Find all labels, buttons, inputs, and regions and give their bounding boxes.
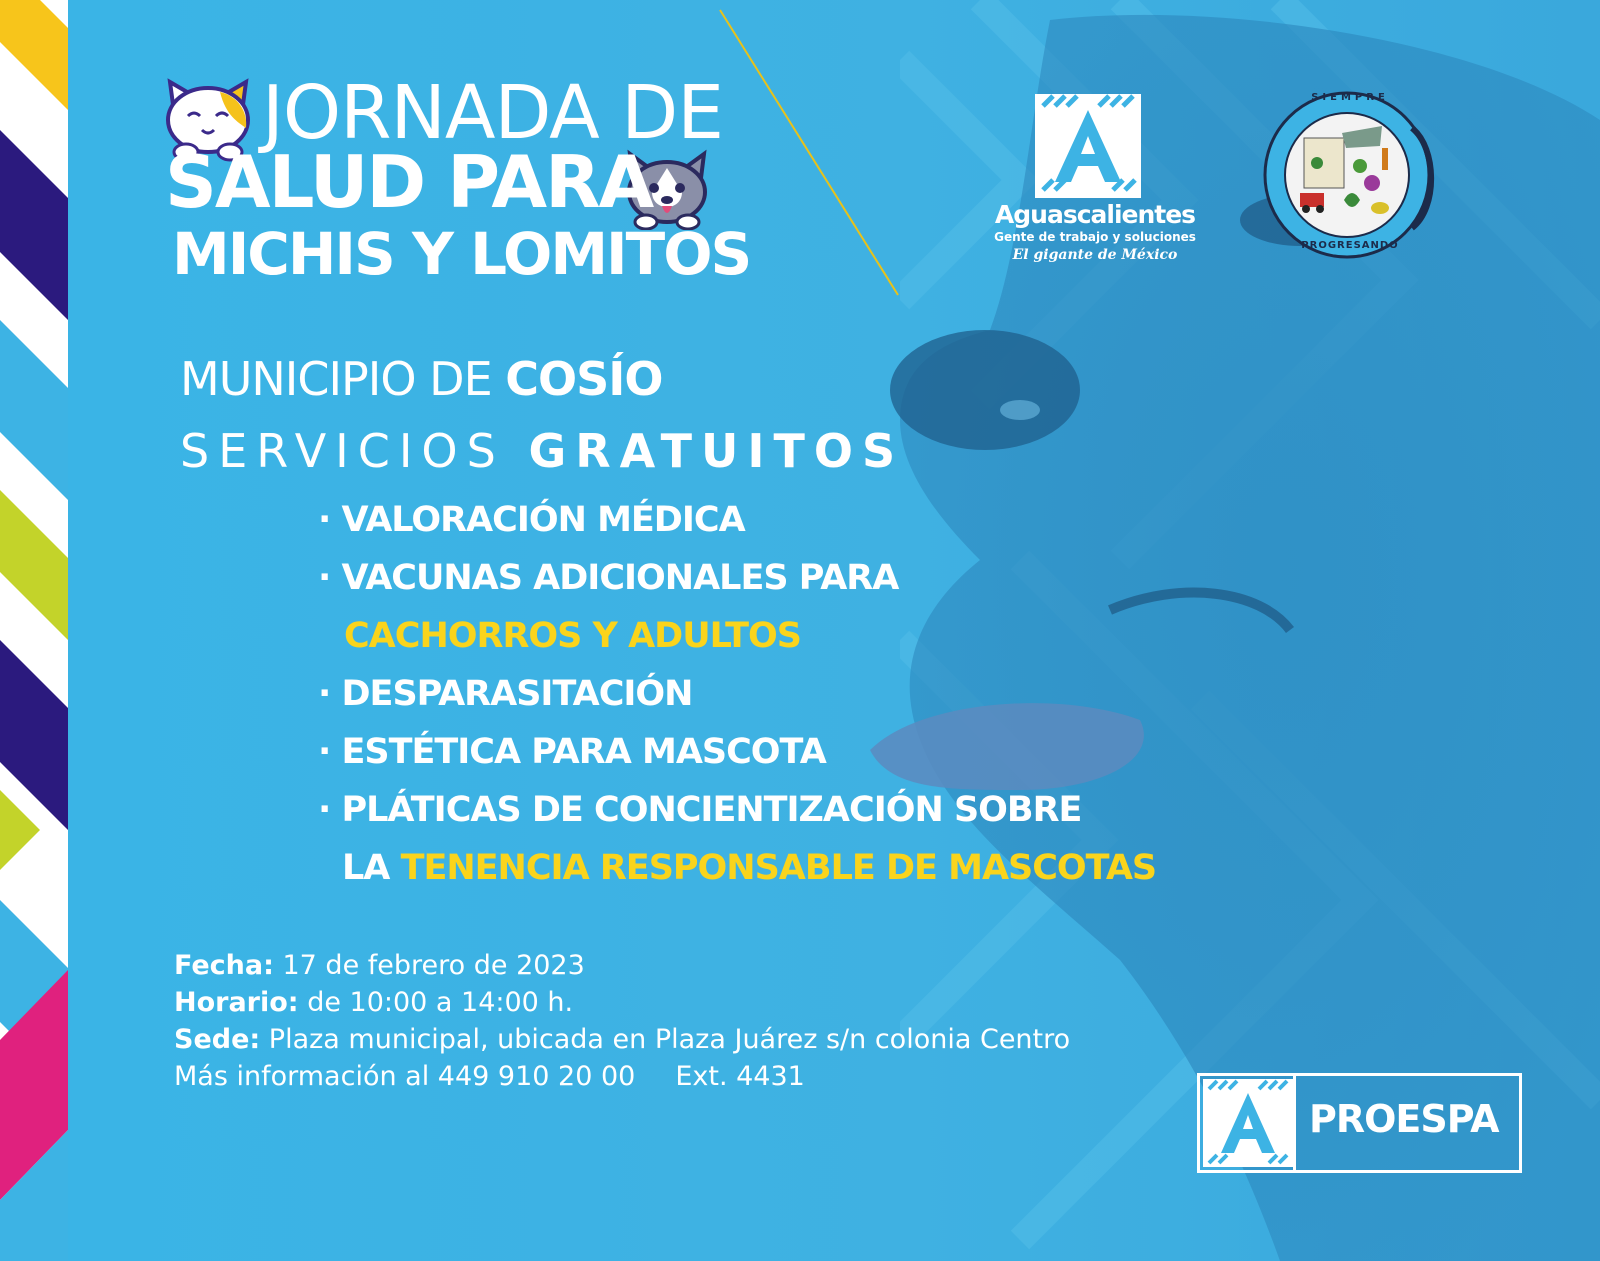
event-date: [174, 950, 585, 981]
service-item-3: · DESPARASITACIÓN: [318, 674, 693, 714]
event-more-info: [174, 1061, 805, 1092]
service-item-5: · PLÁTICAS DE CONCIENTIZACIÓN SOBRE: [318, 790, 1082, 830]
service-item-5-highlight: TENENCIA RESPONSABLE DE MASCOTAS: [400, 848, 1157, 888]
event-venue-value: Plaza municipal, ubicada en Plaza Juárez s/n colonia Centro: [260, 1024, 1071, 1055]
services-heading-bold: GRATUITOS: [528, 424, 905, 478]
title-line-2: SALUD PARA: [165, 140, 653, 224]
event-date-value: 17 de febrero de 2023: [273, 950, 585, 981]
aguascalientes-tagline: Gente de trabajo y soluciones: [994, 230, 1196, 244]
event-extension: Ext. 4431: [675, 1061, 805, 1092]
event-phone: Más información al 449 910 20 00: [174, 1061, 636, 1092]
title-line-3: MICHIS Y LOMITOS: [172, 220, 751, 288]
aguascalientes-motto: El gigante de México: [1012, 247, 1178, 263]
aguascalientes-a-icon: [1033, 92, 1143, 200]
service-item-4: · ESTÉTICA PARA MASCOTA: [318, 732, 826, 772]
service-item-2-highlight: CACHORROS Y ADULTOS: [344, 616, 801, 656]
seal-bottom-text: PROGRESANDO: [1301, 240, 1399, 251]
municipality-heading: [180, 352, 662, 406]
service-item-5-continuation: [342, 848, 1156, 888]
title-line-1: JORNADA DE: [262, 70, 724, 156]
event-time: [174, 987, 573, 1018]
aguascalientes-logo: [985, 92, 1205, 272]
service-item-5-prefix: LA: [342, 848, 401, 888]
seal-top-text: SIEMPRE: [1311, 92, 1389, 103]
service-item-1: · VALORACIÓN MÉDICA: [318, 500, 745, 540]
service-item-2: · VACUNAS ADICIONALES PARA: [318, 558, 899, 598]
aguascalientes-name: Aguascalientes: [994, 200, 1196, 229]
cosio-municipal-seal: [1262, 88, 1437, 263]
event-venue: [174, 1024, 1070, 1055]
municipality-prefix: MUNICIPIO DE: [180, 352, 506, 406]
event-time-value: de 10:00 a 14:00 h.: [298, 987, 574, 1018]
event-time-label: Horario:: [174, 987, 299, 1018]
event-date-label: Fecha:: [174, 950, 274, 981]
municipality-name: COSÍO: [505, 352, 663, 406]
services-heading-light: SERVICIOS: [180, 424, 529, 478]
event-venue-label: Sede:: [174, 1024, 261, 1055]
proespa-logo: [1197, 1073, 1522, 1173]
services-heading: [180, 424, 904, 478]
seal-emblem-icon: [1262, 88, 1437, 263]
proespa-name: PROESPA: [1309, 1097, 1499, 1141]
